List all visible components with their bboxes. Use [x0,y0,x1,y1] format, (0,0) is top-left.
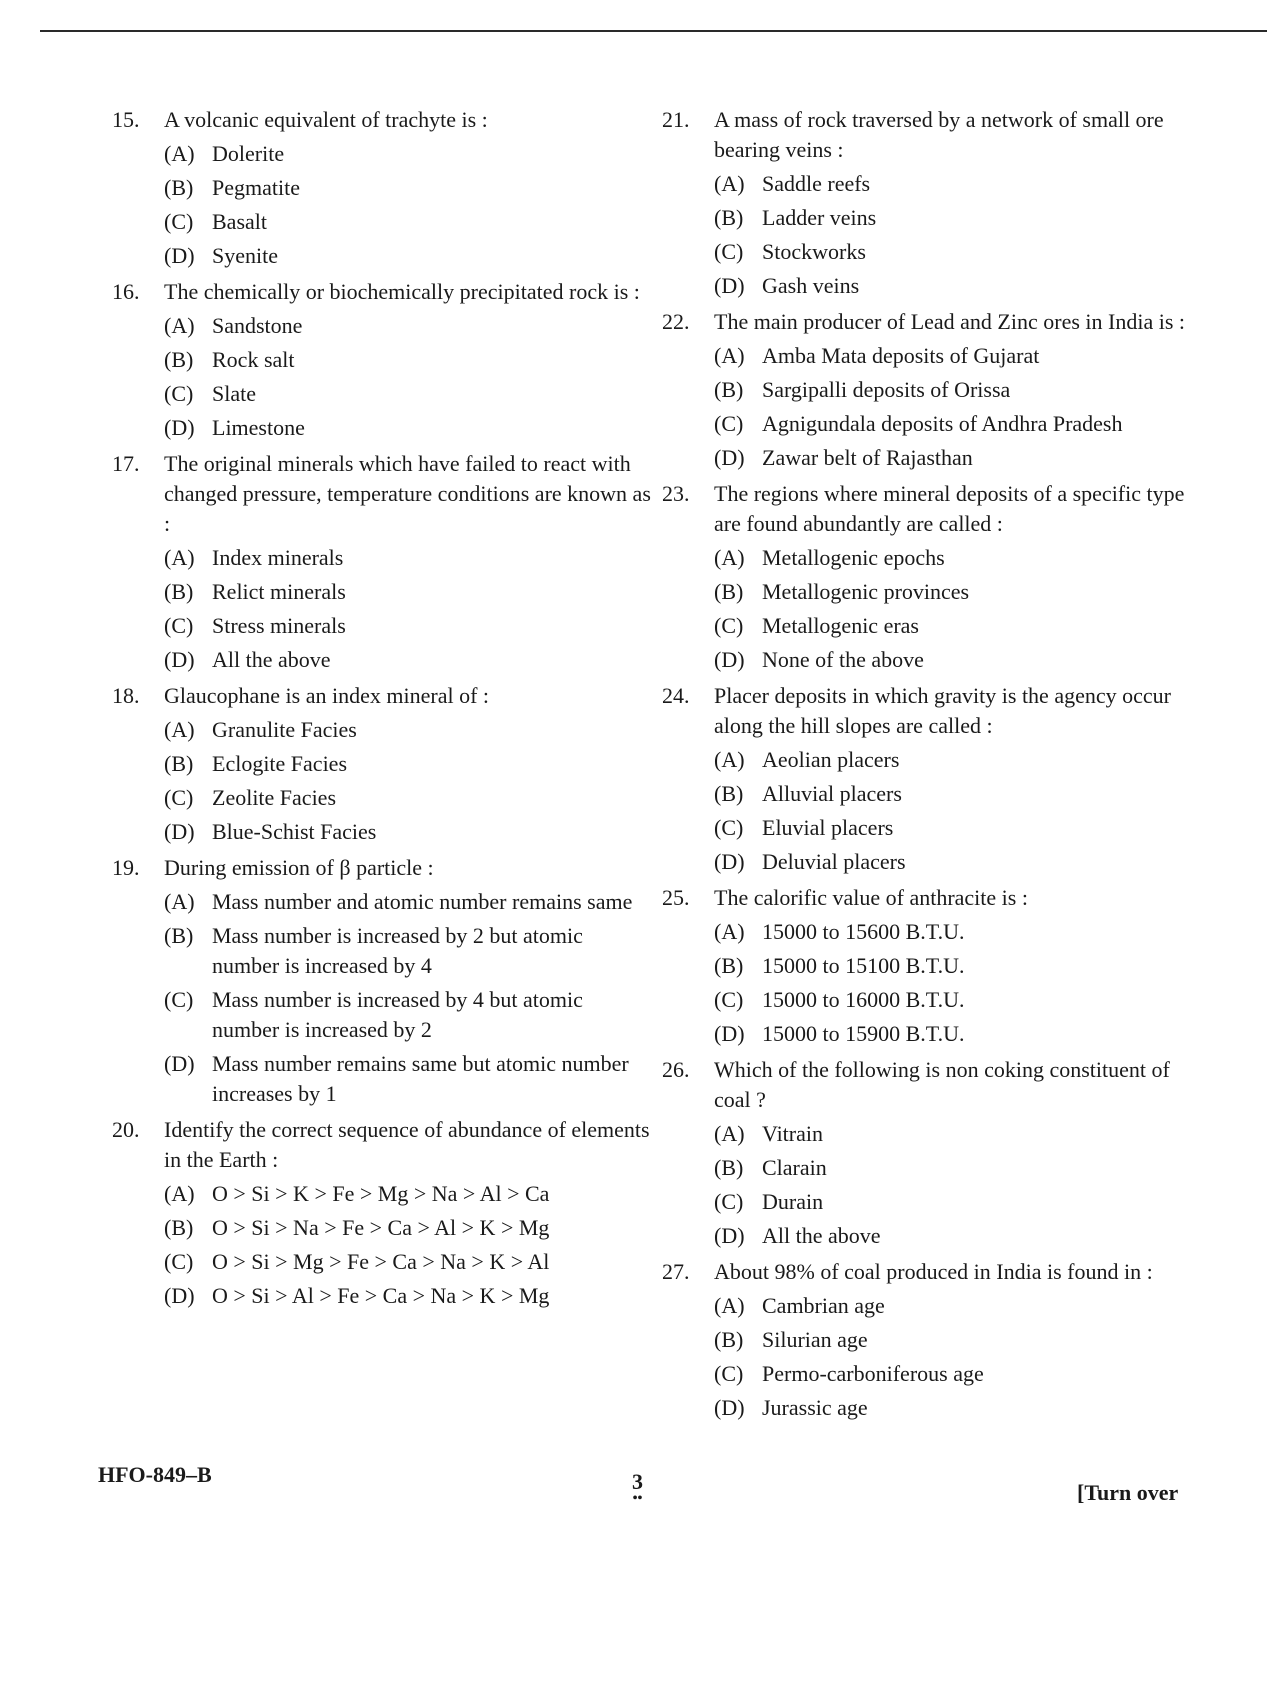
option-list [164,1179,652,1311]
option-label: (B) [164,1215,194,1240]
option-text: Stress minerals [212,613,346,638]
page-number-text: 3 [632,1469,643,1494]
option-a [164,1179,652,1209]
option-text: Syenite [212,243,278,268]
option-label: (A) [714,1121,745,1146]
option-text: All the above [212,647,331,672]
option-label: (C) [164,381,194,406]
question-text: The calorific value of anthracite is : [714,885,1028,910]
option-list [714,1119,1202,1251]
option-a [714,341,1202,371]
question-stem [112,449,652,539]
option-label: (D) [714,1395,745,1420]
option-text: Jurassic age [762,1395,868,1420]
option-text: 15000 to 15100 B.T.U. [762,953,965,978]
question-number: 20. [112,1117,140,1142]
option-text: 15000 to 16000 B.T.U. [762,987,965,1012]
question-16 [112,277,652,443]
option-c [164,207,652,237]
option-text: Index minerals [212,545,344,570]
option-label: (A) [164,141,195,166]
option-b [164,577,652,607]
option-text: Alluvial placers [762,781,902,806]
option-text: Mass number is increased by 4 but atomic number is increased by 2 [212,987,583,1042]
option-d [714,1221,1202,1251]
option-a [714,543,1202,573]
option-label: (B) [164,579,194,604]
option-c [714,409,1202,439]
option-label: (A) [714,545,745,570]
option-label: (C) [164,987,194,1012]
question-text: Which of the following is non coking constituent of coal ? [714,1057,1170,1112]
question-20 [112,1115,652,1311]
option-d [164,1281,652,1311]
option-label: (D) [714,273,745,298]
option-label: (A) [714,919,745,944]
question-24 [662,681,1202,877]
option-b [164,345,652,375]
left-column [112,105,652,1317]
option-label: (D) [164,415,195,440]
option-label: (B) [714,781,744,806]
option-list [714,341,1202,473]
option-label: (B) [164,175,194,200]
question-number: 23. [662,481,690,506]
question-stem [662,1257,1202,1287]
option-label: (A) [714,747,745,772]
question-text: Placer deposits in which gravity is the agency occur along the hill slopes are called : [714,683,1171,738]
option-label: (A) [164,1181,195,1206]
option-label: (B) [714,953,744,978]
option-c [714,985,1202,1015]
option-d [164,413,652,443]
option-list [164,887,652,1109]
option-b [164,921,652,981]
option-text: Pegmatite [212,175,300,200]
option-label: (C) [714,613,744,638]
question-number: 21. [662,107,690,132]
option-label: (C) [714,987,744,1012]
option-label: (D) [714,1223,745,1248]
option-list [714,169,1202,301]
question-stem [112,277,652,307]
question-stem [112,681,652,711]
question-text: The regions where mineral deposits of a specific type are found abundantly are called : [714,481,1185,536]
option-a [714,1291,1202,1321]
option-text: Vitrain [762,1121,823,1146]
question-number: 25. [662,885,690,910]
question-number: 15. [112,107,140,132]
option-label: (C) [714,1361,744,1386]
option-label: (D) [164,1051,195,1076]
option-text: Relict minerals [212,579,346,604]
option-label: (B) [164,347,194,372]
option-text: Zeolite Facies [212,785,337,810]
question-26 [662,1055,1202,1251]
question-number: 16. [112,279,140,304]
question-stem [662,479,1202,539]
option-text: Mass number is increased by 2 but atomic number is increased by 4 [212,923,583,978]
option-label: (D) [164,647,195,672]
option-text: Dolerite [212,141,285,166]
option-label: (C) [714,815,744,840]
option-a [714,1119,1202,1149]
option-a [714,745,1202,775]
option-label: (B) [714,1155,744,1180]
option-label: (C) [714,1189,744,1214]
option-label: (B) [714,205,744,230]
option-d [164,241,652,271]
option-a [714,917,1202,947]
option-d [164,645,652,675]
top-rule [40,30,1267,32]
option-label: (D) [164,243,195,268]
option-text: All the above [762,1223,881,1248]
option-text: Metallogenic provinces [762,579,970,604]
question-stem [662,307,1202,337]
option-text: 15000 to 15600 B.T.U. [762,919,965,944]
option-b [164,749,652,779]
question-27 [662,1257,1202,1423]
option-label: (B) [714,1327,744,1352]
option-c [714,1359,1202,1389]
option-text: Metallogenic eras [762,613,919,638]
option-label: (A) [164,889,195,914]
question-stem [112,1115,652,1175]
question-23 [662,479,1202,675]
option-text: Agnigundala deposits of Andhra Pradesh [762,411,1123,436]
question-stem [662,1055,1202,1115]
option-text: Permo-carboniferous age [762,1361,984,1386]
option-c [164,379,652,409]
option-a [164,887,652,917]
question-19 [112,853,652,1109]
option-text: Basalt [212,209,267,234]
question-text: Identify the correct sequence of abundance of elements in the Earth : [164,1117,650,1172]
question-stem [112,853,652,883]
option-text: Sargipalli deposits of Orissa [762,377,1011,402]
option-label: (C) [164,785,194,810]
option-text: Zawar belt of Rajasthan [762,445,973,470]
question-number: 22. [662,309,690,334]
option-list [714,745,1202,877]
option-a [164,311,652,341]
option-d [714,847,1202,877]
question-number: 24. [662,683,690,708]
option-list [164,139,652,271]
option-text: Gash veins [762,273,860,298]
option-label: (A) [164,545,195,570]
option-list [714,917,1202,1049]
right-column [662,105,1202,1429]
option-label: (C) [164,209,194,234]
option-d [714,1393,1202,1423]
option-label: (C) [714,411,744,436]
option-text: Limestone [212,415,305,440]
turn-over-label: [Turn over [1077,1480,1179,1505]
option-text: Eclogite Facies [212,751,348,776]
option-c [164,611,652,641]
option-text: Blue-Schist Facies [212,819,377,844]
option-text: Metallogenic epochs [762,545,945,570]
option-label: (D) [164,819,195,844]
option-text: O > Si > Al > Fe > Ca > Na > K > Mg [212,1283,550,1308]
option-text: Mass number and atomic number remains same [212,889,633,914]
option-text: Clarain [762,1155,827,1180]
option-label: (B) [164,751,194,776]
question-text: A mass of rock traversed by a network of small ore bearing veins : [714,107,1164,162]
option-text: Slate [212,381,256,406]
page-dots: •• [632,1491,643,1506]
question-stem [662,883,1202,913]
option-text: Aeolian placers [762,747,900,772]
option-text: O > Si > Na > Fe > Ca > Al > K > Mg [212,1215,550,1240]
question-21 [662,105,1202,301]
option-c [714,813,1202,843]
option-a [164,543,652,573]
question-number: 26. [662,1057,690,1082]
option-list [714,543,1202,675]
question-17 [112,449,652,675]
option-text: Granulite Facies [212,717,357,742]
option-c [714,237,1202,267]
question-number: 27. [662,1259,690,1284]
option-d [714,645,1202,675]
option-d [164,817,652,847]
option-label: (A) [164,313,195,338]
option-label: (D) [714,1021,745,1046]
option-list [714,1291,1202,1423]
option-label: (B) [164,923,194,948]
option-label: (A) [714,343,745,368]
option-text: Saddle reefs [762,171,871,196]
option-b [714,203,1202,233]
option-b [714,779,1202,809]
option-label: (C) [164,613,194,638]
option-label: (D) [714,647,745,672]
question-stem [662,681,1202,741]
option-label: (A) [714,1293,745,1318]
option-label: (C) [714,239,744,264]
option-d [714,271,1202,301]
option-text: Stockworks [762,239,866,264]
option-label: (B) [714,377,744,402]
question-text: During emission of β particle : [164,855,434,880]
option-text: Eluvial placers [762,815,894,840]
option-b [164,1213,652,1243]
option-list [164,543,652,675]
option-label: (D) [714,445,745,470]
question-stem [662,105,1202,165]
option-d [714,1019,1202,1049]
question-25 [662,883,1202,1049]
question-text: The original minerals which have failed to react with changed pressure, temperature conditions are known as : [164,451,651,536]
option-text: Amba Mata deposits of Gujarat [762,343,1040,368]
option-label: (C) [164,1249,194,1274]
question-text: The chemically or biochemically precipitated rock is : [164,279,640,304]
option-c [164,1247,652,1277]
option-text: Deluvial placers [762,849,906,874]
option-c [164,985,652,1045]
question-stem [112,105,652,135]
option-a [164,139,652,169]
option-b [714,1153,1202,1183]
question-number: 19. [112,855,140,880]
option-label: (D) [714,849,745,874]
option-c [164,783,652,813]
option-list [164,311,652,443]
option-b [714,1325,1202,1355]
option-text: None of the above [762,647,924,672]
option-text: Rock salt [212,347,295,372]
question-text: About 98% of coal produced in India is found in : [714,1259,1153,1284]
option-b [714,951,1202,981]
question-15 [112,105,652,271]
option-label: (D) [164,1283,195,1308]
question-number: 18. [112,683,140,708]
option-list [164,715,652,847]
question-text: The main producer of Lead and Zinc ores in India is : [714,309,1186,334]
option-text: O > Si > Mg > Fe > Ca > Na > K > Al [212,1249,550,1274]
paper-code: HFO-849–B [98,1462,212,1487]
question-text: Glaucophane is an index mineral of : [164,683,490,708]
option-text: Sandstone [212,313,303,338]
question-text: A volcanic equivalent of trachyte is : [164,107,488,132]
option-text: Cambrian age [762,1293,885,1318]
option-b [714,375,1202,405]
option-c [714,1187,1202,1217]
option-text: O > Si > K > Fe > Mg > Na > Al > Ca [212,1181,550,1206]
option-text: Durain [762,1189,824,1214]
option-text: Silurian age [762,1327,868,1352]
page-number [632,1469,643,1506]
option-a [164,715,652,745]
option-d [714,443,1202,473]
option-b [164,173,652,203]
option-a [714,169,1202,199]
question-number: 17. [112,451,140,476]
option-c [714,611,1202,641]
option-b [714,577,1202,607]
option-label: (A) [164,717,195,742]
option-label: (A) [714,171,745,196]
option-label: (B) [714,579,744,604]
option-text: 15000 to 15900 B.T.U. [762,1021,965,1046]
question-18 [112,681,652,847]
question-22 [662,307,1202,473]
option-text: Ladder veins [762,205,877,230]
option-text: Mass number remains same but atomic number increases by 1 [212,1051,629,1106]
option-d [164,1049,652,1109]
